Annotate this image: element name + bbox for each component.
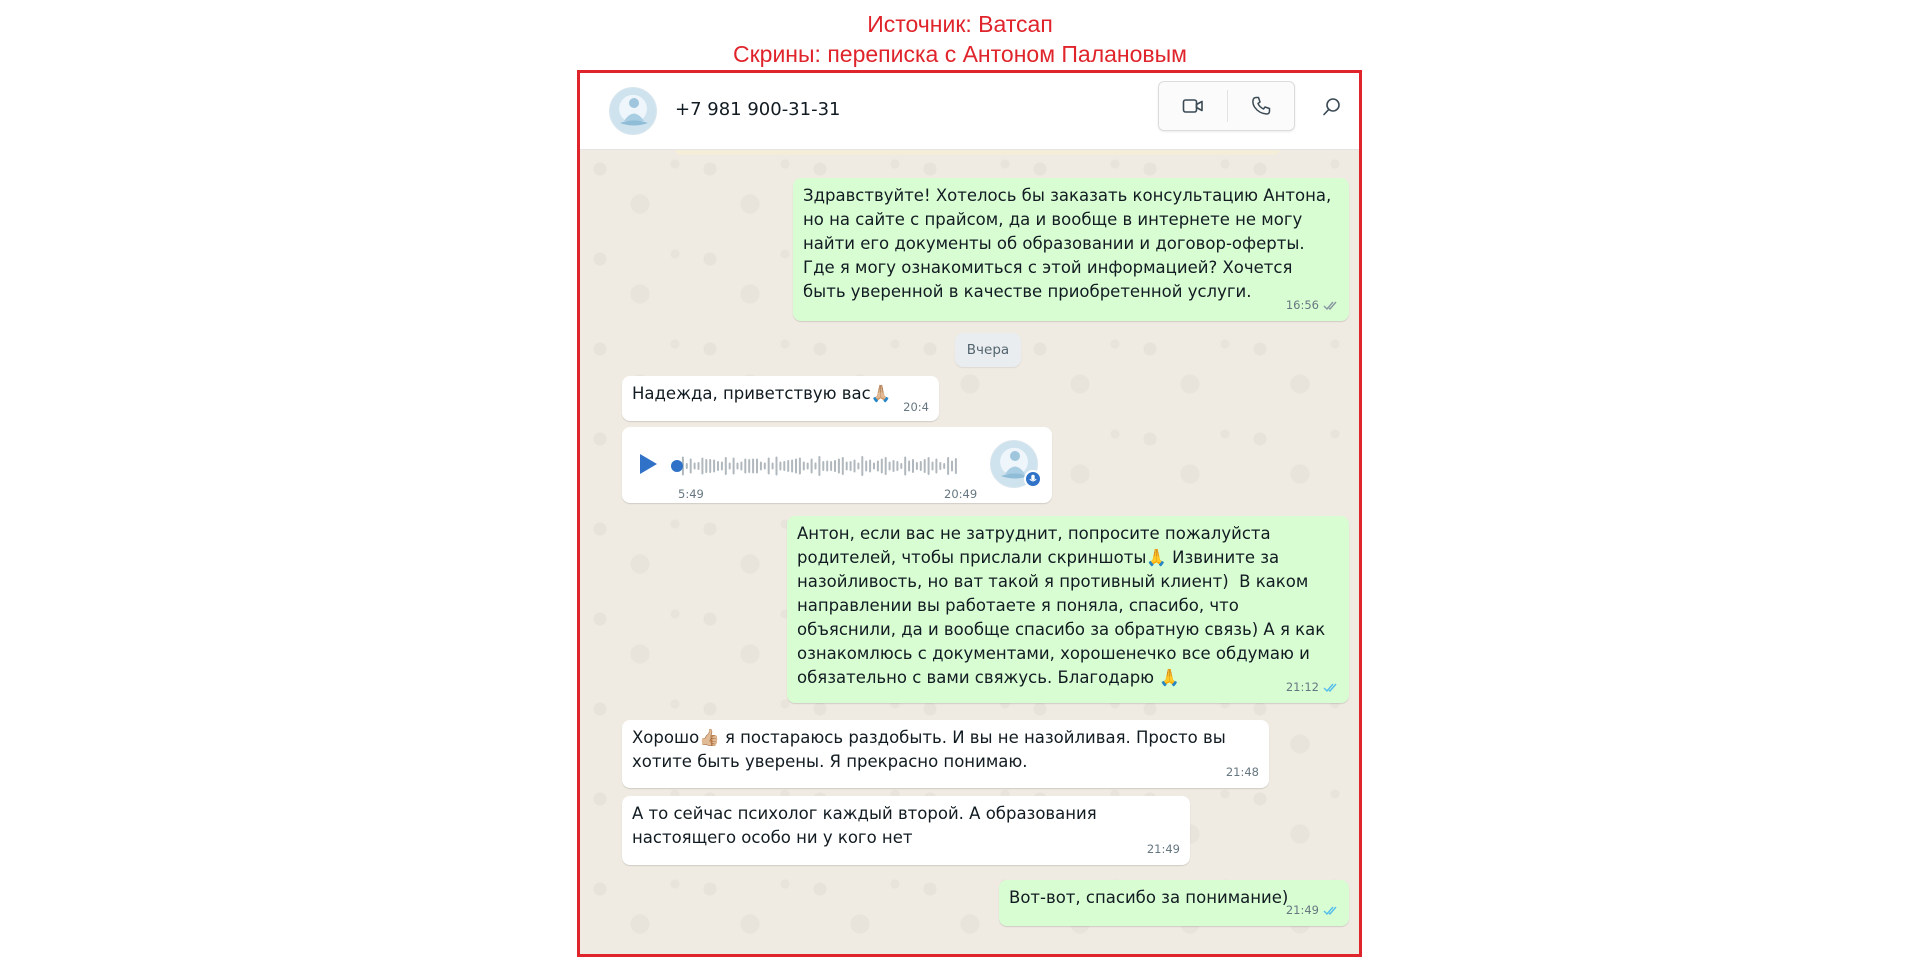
voice-message[interactable] (622, 427, 1052, 503)
double-check-read-icon (1323, 682, 1339, 693)
message-time: 21:48 (1225, 765, 1259, 779)
waveform-bar (737, 463, 739, 470)
message-time: 20:4 (903, 400, 929, 414)
call-divider (1227, 90, 1228, 122)
waveform-bar (752, 459, 754, 474)
waveform-bar (733, 458, 735, 475)
waveform-bar (690, 459, 692, 474)
waveform-bar (889, 462, 891, 471)
waveform-bar (818, 456, 820, 476)
play-icon[interactable] (636, 451, 660, 477)
waveform-bar (951, 461, 953, 472)
waveform-bar (791, 460, 793, 473)
screenshots-caption: Скрины: переписка с Антоном Палановым (733, 41, 1187, 67)
waveform-bar (854, 460, 856, 473)
message-text: Здравствуйте! Хотелось бы заказать консультацию Антона, но на сайте с прайсом, да и вообще в интернете не могу найти его документы об образовании и договор-оферты. Где я могу ознакомиться с этой информацией? Хочется быть уверенной в качестве приобретенной услуги. (803, 186, 1337, 301)
message-text: Вот-вот, спасибо за понимание) (1009, 888, 1289, 907)
waveform-bar (815, 463, 817, 470)
waveform-bar (822, 461, 824, 471)
waveform-bar (713, 460, 715, 473)
waveform-bar (924, 459, 926, 473)
waveform-bar (877, 461, 879, 472)
waveform-bar (701, 458, 703, 475)
waveform-bar (772, 463, 774, 470)
source-caption: Источник: Ватсап (867, 11, 1053, 37)
waveform-bar (900, 463, 902, 469)
waveform-bar (779, 462, 781, 471)
waveform-bar (947, 457, 949, 475)
search-button[interactable] (1312, 87, 1352, 127)
waveform-bar (865, 461, 867, 472)
waveform-bar (842, 457, 844, 475)
waveform-bar (787, 460, 789, 472)
waveform-bar (803, 462, 805, 471)
message-time: 21:49 (1285, 903, 1319, 917)
waveform-bar (861, 456, 863, 476)
waveform-bar (850, 461, 852, 471)
waveform-bar (694, 463, 696, 470)
waveform-bar (904, 457, 906, 476)
message-meta (1286, 293, 1339, 317)
waveform-bar (768, 458, 770, 475)
waveform-bar (932, 462, 934, 471)
waveform-bar (935, 459, 937, 474)
waveform-bar (908, 461, 910, 472)
message-incoming[interactable] (622, 720, 1269, 788)
message-text: Антон, если вас не затруднит, попросите пожалуйста родителей, чтобы прислали скриншоты🙏 Извините за назойливость, но ват такой я противный клиент) В каком направлении вы работаете я поняла, спасибо, что объяснили, да и вообще спасибо за обратную связь) А я как ознакомлюсь с документами, хорошенечко все обдумаю и обязательно с вами свяжусь. Благодарю 🙏 (797, 524, 1331, 687)
waveform-bar (776, 457, 778, 476)
waveform-bar (799, 458, 801, 475)
waveform-bar (881, 459, 883, 474)
waveform-bar (885, 457, 887, 475)
waveform-bar (748, 459, 750, 473)
waveform-bar (893, 460, 895, 472)
meditation-avatar-icon (610, 88, 657, 135)
waveform-bar (826, 461, 828, 472)
voice-duration: 5:49 (678, 487, 704, 501)
waveform-bar (721, 462, 723, 471)
message-text: Хорошо👍🏼 я постараюсь раздобыть. И вы не назойливая. Просто вы хотите быть уверены. Я прекрасно понимаю. (632, 728, 1231, 771)
waveform-bar (709, 459, 711, 473)
waveform-bar (744, 459, 746, 474)
message-time: 20:49 (944, 487, 978, 501)
waveform-bar (811, 459, 813, 474)
waveform-bar (873, 463, 875, 470)
waveform-bar (916, 462, 918, 470)
waveform-bar (686, 463, 688, 469)
message-meta (1286, 675, 1339, 699)
contact-name[interactable]: +7 981 900-31-31 (675, 99, 841, 120)
message-meta (1286, 898, 1339, 922)
voice-call-icon (1249, 94, 1273, 118)
waveform-bar (729, 463, 731, 470)
message-text: А то сейчас психолог каждый второй. А образования настоящего особо ни у кого нет (632, 804, 1102, 847)
message-text: Надежда, приветствую вас🙏🏼 (632, 384, 892, 403)
waveform-bar (783, 461, 785, 471)
call-button-group (1158, 81, 1295, 131)
message-incoming[interactable] (622, 796, 1190, 865)
double-check-read-icon (1323, 905, 1339, 916)
waveform-bar (920, 461, 922, 471)
waveform-bar (857, 463, 859, 470)
waveform-bar (830, 461, 832, 471)
microphone-icon (1028, 474, 1038, 484)
waveform-bar (795, 459, 797, 474)
message-meta (1226, 760, 1259, 784)
message-meta (1147, 837, 1180, 861)
waveform-bar (760, 462, 762, 471)
waveform-bar (943, 463, 945, 469)
waveform-bar (896, 461, 898, 471)
chat-header (580, 73, 1359, 150)
date-separator: Вчера (955, 333, 1021, 367)
message-incoming[interactable] (622, 376, 939, 421)
waveform-bar (928, 457, 930, 475)
waveform-bar (807, 463, 809, 470)
message-outgoing[interactable] (999, 880, 1349, 926)
waveform-bar (740, 462, 742, 471)
playback-position-dot[interactable] (671, 460, 683, 472)
waveform-bar (955, 458, 957, 474)
message-outgoing[interactable] (787, 516, 1349, 703)
message-time: 21:49 (1146, 842, 1180, 856)
message-meta (903, 395, 929, 419)
video-call-button[interactable] (1173, 86, 1213, 126)
waveform-bar (912, 459, 914, 473)
waveform-bar (698, 462, 700, 470)
waveform-bar (846, 462, 848, 471)
waveform-bar (838, 459, 840, 474)
message-outgoing[interactable] (793, 178, 1349, 321)
waveform-bar (705, 459, 707, 473)
waveform-bar (764, 463, 766, 470)
waveform-bar (756, 459, 758, 474)
double-check-icon (1323, 300, 1339, 311)
mic-badge (1024, 470, 1042, 488)
video-call-icon (1181, 94, 1205, 118)
message-time: 21:12 (1285, 680, 1319, 694)
waveform-bar (869, 460, 871, 473)
voice-waveform[interactable] (674, 452, 964, 480)
waveform-bar (834, 460, 836, 472)
voice-call-button[interactable] (1241, 86, 1281, 126)
search-icon (1320, 95, 1344, 119)
waveform-bar (939, 462, 941, 470)
contact-avatar[interactable] (609, 87, 657, 135)
waveform-bar (717, 461, 719, 471)
whatsapp-chat-window (577, 70, 1362, 957)
waveform-bar (725, 457, 727, 475)
message-time: 16:56 (1285, 298, 1319, 312)
